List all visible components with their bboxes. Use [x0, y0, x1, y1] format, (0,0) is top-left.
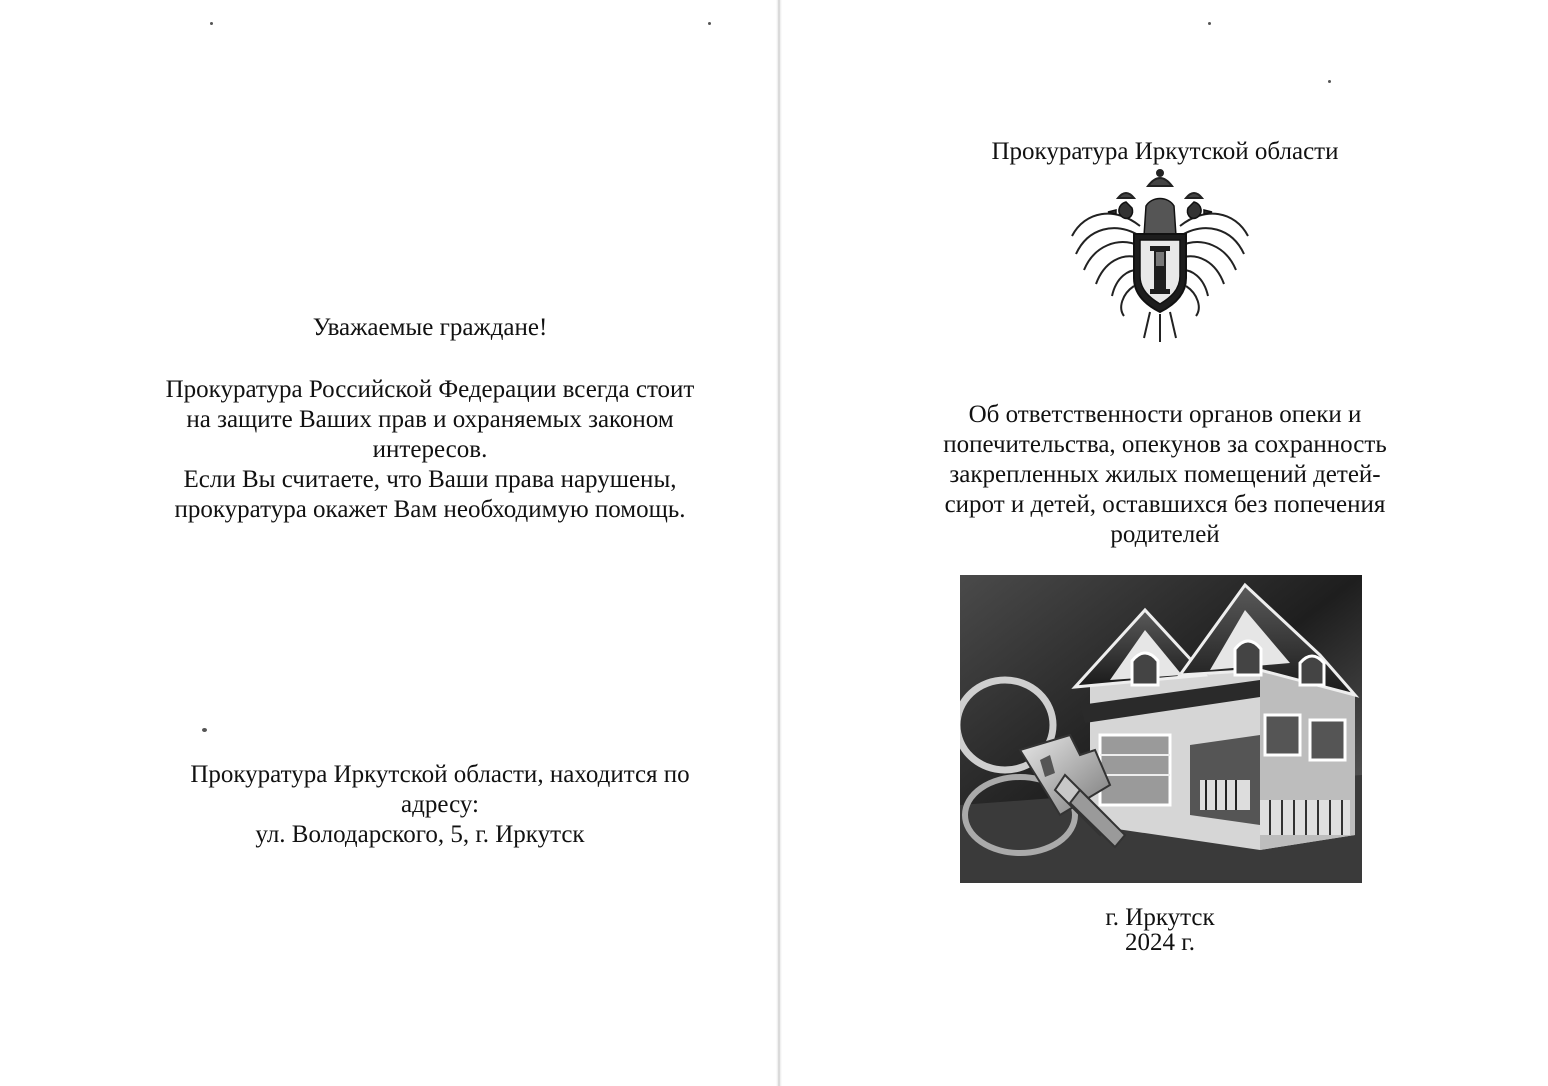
- eagle-emblem-graphic: [1060, 166, 1260, 346]
- document-title: [925, 400, 1405, 550]
- fold-line: [776, 0, 782, 1086]
- title-line: закрепленных жилых помещений детей-: [949, 461, 1381, 488]
- message-line: прокуратура окажет Вам необходимую помощь.: [174, 496, 686, 523]
- title-line: попечительства, опекунов за сохранность: [943, 431, 1387, 458]
- scan-speck: [1208, 22, 1211, 25]
- prosecutor-emblem-icon: [1060, 166, 1260, 346]
- street-address: ул. Володарского, 5, г. Иркутск: [255, 821, 585, 848]
- scan-speck: [708, 22, 711, 25]
- title-line: сирот и детей, оставшихся без попечения: [944, 491, 1386, 518]
- title-line: родителей: [1110, 521, 1220, 548]
- message-line: Если Вы считаете, что Ваши права нарушены,: [183, 466, 677, 493]
- address-intro: [120, 760, 760, 820]
- message-line: интересов.: [372, 436, 488, 463]
- message-line: Прокуратура Российской Федерации всегда стоит: [165, 376, 695, 403]
- house-keys-illustration: [960, 575, 1362, 883]
- right-page: [785, 0, 1548, 1086]
- address-intro-line: Прокуратура Иркутской области, находится по: [190, 761, 690, 788]
- address-intro-line: адресу:: [401, 791, 479, 818]
- city-name: г. Иркутск: [1105, 904, 1215, 931]
- message-paragraph: [110, 375, 750, 525]
- publication-year: 2024 г.: [1125, 929, 1195, 956]
- message-line: на защите Ваших прав и охраняемых законом: [186, 406, 674, 433]
- greeting-heading: Уважаемые граждане!: [312, 314, 548, 341]
- scan-speck: [202, 728, 207, 732]
- title-line: Об ответственности органов опеки и: [968, 401, 1362, 428]
- organization-title: Прокуратура Иркутской области: [991, 138, 1339, 165]
- scan-speck: [210, 22, 213, 25]
- scan-speck: [1328, 80, 1331, 83]
- house-with-keys-image: [960, 575, 1362, 883]
